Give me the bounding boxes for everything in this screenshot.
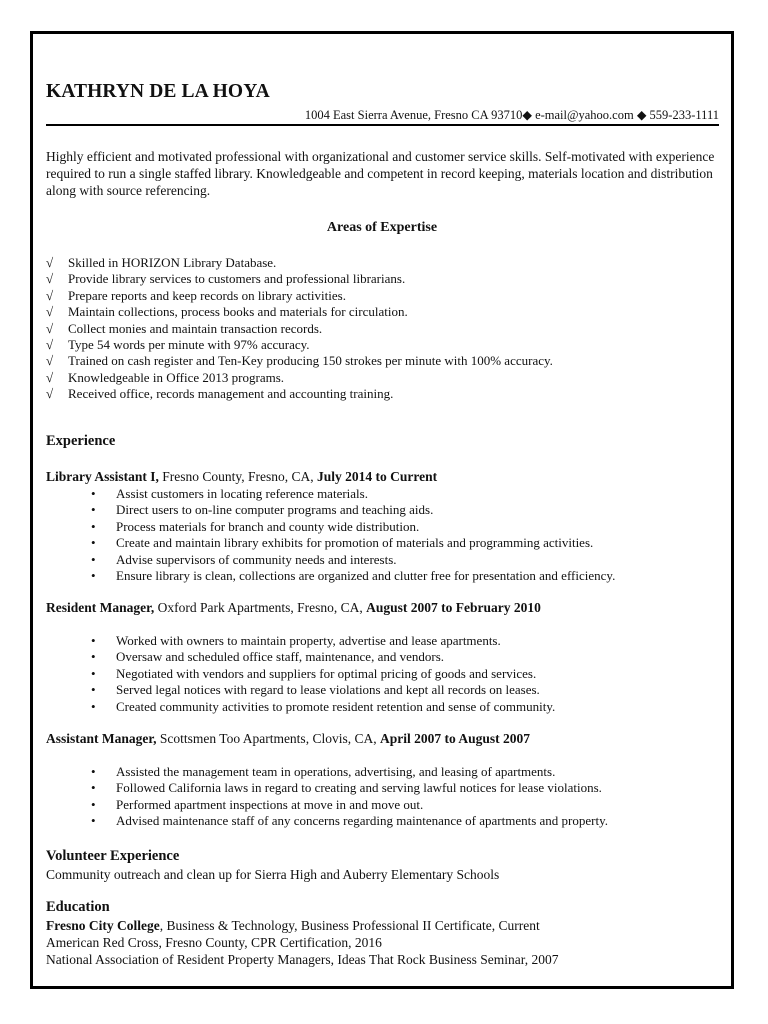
job-dates: July 2014 to Current (317, 469, 438, 484)
job-header (46, 469, 437, 485)
expertise-item: Skilled in HORIZON Library Database. (68, 255, 277, 270)
list-item (46, 370, 553, 386)
bullet-icon: • (91, 698, 96, 714)
college-name: Fresno City College (46, 918, 160, 933)
college-details: , Business & Technology, Business Professional II Certificate, Current (159, 918, 540, 933)
job-dates: April 2007 to August 2007 (379, 731, 530, 746)
bullet-icon: • (91, 682, 96, 698)
list-item (46, 386, 553, 402)
list-item (88, 813, 608, 829)
volunteer-heading: Volunteer Experience (46, 848, 180, 864)
bullet-icon: • (91, 813, 96, 829)
list-item (46, 337, 553, 353)
checkmark-icon: √ (46, 320, 54, 336)
duty-text: Created community activities to promote resident retention and sense of community. (116, 698, 556, 714)
list-item (46, 288, 553, 304)
experience-heading: Experience (46, 433, 116, 449)
education-heading: Education (46, 899, 110, 915)
duty-text: Advised maintenance staff of any concerns regarding maintenance of apartments and property. (116, 813, 609, 829)
list-item (46, 304, 553, 320)
contact-line: 1004 East Sierra Avenue, Fresno CA 93710◆ e-mail@yahoo.com ◆ 559-233-1111 (304, 108, 719, 122)
job-duties-list (88, 764, 608, 830)
job-title: Resident Manager, (46, 600, 155, 615)
education-entry: American Red Cross, Fresno County, CPR Certification, 2016 (46, 935, 382, 950)
list-item (88, 502, 615, 518)
bullet-icon: • (91, 649, 96, 665)
checkmark-icon: √ (46, 287, 54, 303)
education-entry (46, 917, 540, 934)
duty-text: Oversaw and scheduled office staff, maintenance, and vendors. (116, 649, 445, 665)
list-item (88, 486, 615, 502)
job-title: Library Assistant I, (46, 469, 159, 484)
duty-text: Advise supervisors of community needs and interests. (116, 551, 397, 567)
expertise-item: Type 54 words per minute with 97% accuracy. (68, 337, 310, 353)
checkmark-icon: √ (46, 369, 54, 385)
duty-text: Worked with owners to maintain property, advertise and lease apartments. (116, 633, 501, 648)
expertise-item: Prepare reports and keep records on library activities. (68, 287, 346, 303)
bullet-icon: • (91, 551, 96, 567)
bullet-icon: • (91, 633, 96, 648)
expertise-item: Maintain collections, process books and materials for circulation. (68, 304, 408, 320)
job-title: Assistant Manager, (46, 731, 157, 746)
bullet-icon: • (91, 535, 96, 551)
list-item (46, 271, 553, 287)
job-duties-list (88, 633, 555, 715)
duty-text: Ensure library is clean, collections are organized and clutter free for presentation and efficiency. (116, 568, 616, 584)
expertise-heading: Areas of Expertise (326, 220, 438, 235)
job-duties-list (88, 486, 615, 584)
duty-text: Assisted the management team in operations, advertising, and leasing of apartments. (116, 764, 556, 779)
job-employer: Fresno County, Fresno, CA, (158, 469, 318, 484)
list-item (88, 666, 555, 682)
header-divider (46, 124, 719, 126)
job-header (46, 731, 530, 747)
duty-text: Assist customers in locating reference materials. (116, 486, 368, 501)
list-item (88, 552, 615, 568)
duty-text: Direct users to on-line computer programs and teaching aids. (116, 502, 434, 518)
job-employer: Oxford Park Apartments, Fresno, CA, (154, 600, 367, 615)
expertise-item: Provide library services to customers and professional librarians. (68, 271, 406, 287)
checkmark-icon: √ (46, 255, 54, 270)
expertise-item: Received office, records management and accounting training. (68, 386, 394, 402)
bullet-icon: • (91, 764, 96, 779)
bullet-icon: • (91, 518, 96, 534)
checkmark-icon: √ (46, 353, 54, 369)
resume-page (30, 31, 734, 989)
duty-text: Create and maintain library exhibits for promotion of materials and programming activities. (116, 535, 594, 551)
list-item (88, 764, 608, 780)
list-item (88, 519, 615, 535)
job-dates: August 2007 to February 2010 (366, 600, 541, 615)
bullet-icon: • (91, 486, 96, 501)
list-item (88, 633, 555, 649)
checkmark-icon: √ (46, 337, 54, 353)
list-item (88, 699, 555, 715)
list-item (88, 797, 608, 813)
volunteer-text: Community outreach and clean up for Sierra High and Auberry Elementary Schools (46, 867, 500, 882)
duty-text: Negotiated with vendors and suppliers for optimal pricing of goods and services. (116, 665, 537, 681)
duty-text: Process materials for branch and county wide distribution. (116, 518, 420, 534)
expertise-item: Collect monies and maintain transaction records. (68, 320, 323, 336)
checkmark-icon: √ (46, 304, 54, 320)
summary-paragraph: Highly efficient and motivated professional with organizational and customer service skills. Self-motivated with experience required to run a single staffed library. Knowledgeable and competent in record keeping, materials location and distribution along with source referencing. (46, 149, 715, 198)
checkmark-icon: √ (46, 271, 54, 287)
expertise-item: Knowledgeable in Office 2013 programs. (68, 369, 285, 385)
duty-text: Followed California laws in regard to creating and serving lawful notices for lease violations. (116, 780, 602, 796)
list-item (88, 568, 615, 584)
checkmark-icon: √ (46, 386, 54, 402)
expertise-item: Trained on cash register and Ten-Key producing 150 strokes per minute with 100% accuracy. (68, 353, 553, 369)
list-item (46, 321, 553, 337)
list-item (88, 682, 555, 698)
bullet-icon: • (91, 568, 96, 584)
list-item (46, 353, 553, 369)
bullet-icon: • (91, 502, 96, 518)
bullet-icon: • (91, 665, 96, 681)
duty-text: Served legal notices with regard to lease violations and kept all records on leases. (116, 682, 540, 698)
bullet-icon: • (91, 796, 96, 812)
bullet-icon: • (91, 780, 96, 796)
duty-text: Performed apartment inspections at move in and move out. (116, 796, 424, 812)
list-item (46, 255, 553, 271)
job-header (46, 600, 541, 616)
education-entry: National Association of Resident Property Managers, Ideas That Rock Business Seminar, 2007 (46, 952, 559, 967)
expertise-list (46, 255, 553, 403)
list-item (88, 780, 608, 796)
candidate-name: KATHRYN DE LA HOYA (46, 81, 270, 102)
list-item (88, 649, 555, 665)
job-employer: Scottsmen Too Apartments, Clovis, CA, (156, 731, 380, 746)
list-item (88, 535, 615, 551)
